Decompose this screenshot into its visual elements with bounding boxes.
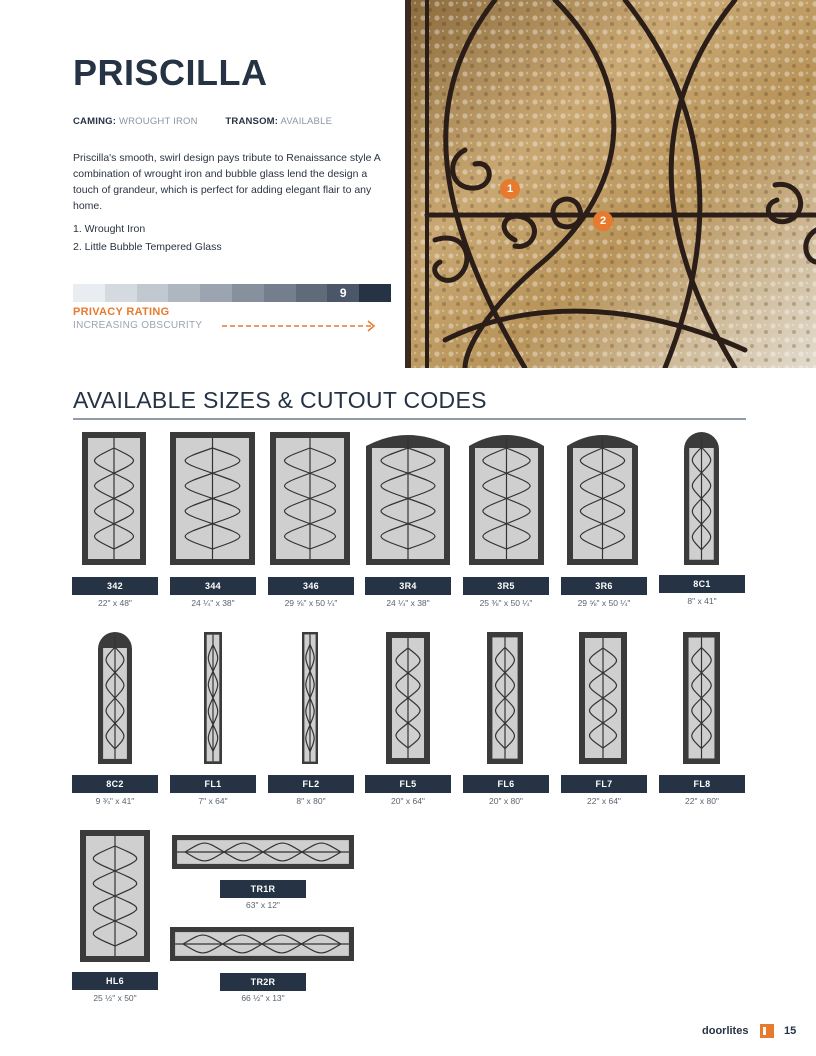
- footer-brand: doorlites: [702, 1025, 749, 1037]
- cutout-code-tr2r: TR2R: [220, 973, 306, 991]
- feature-item: 1. Wrought Iron: [73, 223, 146, 235]
- privacy-segment: [232, 284, 264, 302]
- cutout-code-344: 344: [170, 577, 256, 595]
- privacy-segment: [264, 284, 296, 302]
- door-thumbnail-3r6: [567, 432, 638, 565]
- cutout-code-fl5: FL5: [365, 775, 451, 793]
- size-dimension-8c2: 9 ¾" x 41": [95, 796, 135, 806]
- door-thumbnail-3r5: [469, 432, 544, 565]
- door-thumbnail-hl6: [80, 830, 150, 962]
- hero-glass-image: [405, 0, 816, 368]
- product-specs: [73, 116, 332, 127]
- size-dimension-fl7: 22" x 64": [587, 796, 621, 806]
- door-thumbnail-fl5: [386, 632, 430, 764]
- decorative-glass-illustration: [405, 0, 816, 368]
- size-dimension-hl6: 25 ½" x 50": [93, 993, 137, 1003]
- door-thumbnail-3r4: [366, 432, 450, 565]
- size-dimension-346: 29 ⅝" x 50 ¼": [284, 598, 338, 608]
- size-dimension-342: 22" x 48": [98, 598, 132, 608]
- page-number: 15: [784, 1025, 797, 1037]
- cutout-code-fl1: FL1: [170, 775, 256, 793]
- cutout-code-fl8: FL8: [659, 775, 745, 793]
- size-dimension-tr1r: 63" x 12": [246, 900, 280, 910]
- door-thumbnail-342: [82, 432, 146, 565]
- privacy-rating-value: 9: [327, 284, 359, 302]
- door-thumbnail-8c2: [98, 632, 132, 764]
- door-thumbnail-tr1r: [172, 835, 354, 869]
- cutout-code-fl6: FL6: [463, 775, 549, 793]
- size-dimension-fl5: 20" x 64": [391, 796, 425, 806]
- transom-value: AVAILABLE: [280, 116, 333, 127]
- privacy-segment: [105, 284, 137, 302]
- cutout-code-hl6: HL6: [72, 972, 158, 990]
- feature-item: 2. Little Bubble Tempered Glass: [73, 241, 222, 253]
- callout-1-marker: 1: [500, 179, 520, 199]
- transom-label: TRANSOM:: [225, 116, 279, 127]
- cutout-code-fl2: FL2: [268, 775, 354, 793]
- caming-label: CAMING:: [73, 116, 117, 127]
- sizes-section-title: AVAILABLE SIZES & CUTOUT CODES: [73, 387, 487, 413]
- privacy-segment: [137, 284, 169, 302]
- privacy-rating-label: PRIVACY RATING: [73, 306, 170, 318]
- cutout-code-3r6: 3R6: [561, 577, 647, 595]
- increasing-arrow-icon: [222, 318, 378, 334]
- doorlites-logo-icon: [760, 1024, 774, 1038]
- product-title: PRISCILLA: [73, 52, 268, 93]
- size-dimension-fl6: 20" x 80": [489, 796, 523, 806]
- size-dimension-344: 24 ¼" x 38": [191, 598, 235, 608]
- size-dimension-3r4: 24 ¼" x 38": [386, 598, 430, 608]
- privacy-segment: [359, 284, 391, 302]
- product-description: Priscilla's smooth, swirl design pays tribute to Renaissance style A combination of wrought iron and bubble glass lend the design a touch of grandeur, which is perfect for adding elegant flair to any home.: [73, 152, 381, 212]
- door-thumbnail-fl7: [579, 632, 627, 764]
- privacy-segment: [200, 284, 232, 302]
- privacy-segment: [73, 284, 105, 302]
- privacy-rating-bar: [73, 284, 391, 302]
- door-thumbnail-fl1: [204, 632, 222, 764]
- privacy-segment: [168, 284, 200, 302]
- privacy-rating-sublabel: INCREASING OBSCURITY: [73, 320, 203, 331]
- feature-list: [73, 220, 222, 256]
- door-thumbnail-tr2r: [170, 927, 354, 961]
- cutout-code-tr1r: TR1R: [220, 880, 306, 898]
- size-dimension-fl1: 7" x 64": [198, 796, 228, 806]
- cutout-code-342: 342: [72, 577, 158, 595]
- cutout-code-3r5: 3R5: [463, 577, 549, 595]
- cutout-code-8c1: 8C1: [659, 575, 745, 593]
- size-dimension-8c1: 8" x 41": [687, 596, 717, 606]
- door-thumbnail-fl8: [683, 632, 720, 764]
- privacy-segment: [296, 284, 328, 302]
- caming-value: WROUGHT IRON: [118, 116, 198, 127]
- cutout-code-346: 346: [268, 577, 354, 595]
- cutout-code-fl7: FL7: [561, 775, 647, 793]
- size-dimension-fl8: 22" x 80": [685, 796, 719, 806]
- size-dimension-3r6: 29 ⅝" x 50 ¼": [577, 598, 631, 608]
- section-divider: [73, 418, 746, 420]
- door-thumbnail-fl2: [302, 632, 318, 764]
- cutout-code-3r4: 3R4: [365, 577, 451, 595]
- callout-2-marker: 2: [593, 211, 613, 231]
- door-thumbnail-346: [270, 432, 350, 565]
- door-thumbnail-344: [170, 432, 255, 565]
- door-thumbnail-8c1: [684, 432, 719, 565]
- size-dimension-3r5: 25 ⅜" x 50 ¼": [479, 598, 533, 608]
- cutout-code-8c2: 8C2: [72, 775, 158, 793]
- door-thumbnail-fl6: [487, 632, 523, 764]
- size-dimension-tr2r: 66 ½" x 13": [241, 993, 285, 1003]
- size-dimension-fl2: 8" x 80": [296, 796, 326, 806]
